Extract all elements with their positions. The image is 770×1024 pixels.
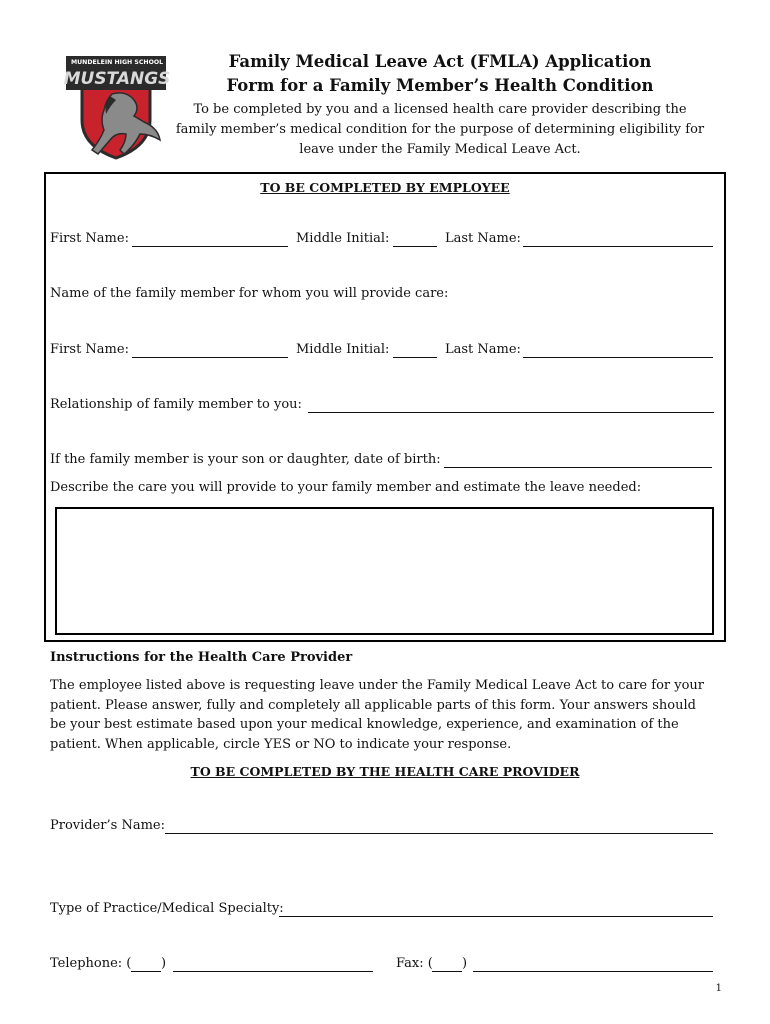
- relationship-field[interactable]: [308, 412, 714, 413]
- fm-middle-initial-label: Middle Initial:: [296, 342, 390, 357]
- care-description-label: Describe the care you will provide to your family member and estimate the leave needed:: [50, 480, 642, 495]
- family-member-prompt: Name of the family member for whom you will provide care:: [50, 286, 449, 301]
- first-name-label: First Name:: [50, 231, 129, 246]
- provider-name-field[interactable]: [165, 833, 713, 834]
- first-name-field[interactable]: [132, 246, 288, 247]
- fax-area-code-field[interactable]: [432, 971, 462, 972]
- telephone-area-code-field[interactable]: [131, 971, 161, 972]
- dob-field[interactable]: [444, 467, 712, 468]
- last-name-field[interactable]: [523, 246, 713, 247]
- middle-initial-label: Middle Initial:: [296, 231, 390, 246]
- last-name-label: Last Name:: [445, 231, 521, 246]
- employee-section-heading: TO BE COMPLETED BY EMPLOYEE: [260, 180, 510, 195]
- fm-first-name-label: First Name:: [50, 342, 129, 357]
- dob-label: If the family member is your son or daughter, date of birth:: [50, 452, 441, 467]
- form-subtitle: To be completed by you and a licensed health care provider describing the family member’s medical condition for the purpose of determining eligibility for leave under the Family Medical Leave Act.: [175, 102, 705, 157]
- logo-text-main: MUSTANGS: [64, 69, 170, 89]
- fax-paren-close: ): [462, 956, 468, 971]
- provider-section-heading: TO BE COMPLETED BY THE HEALTH CARE PROVIDER: [190, 764, 580, 779]
- logo-text-top: MUNDELEIN HIGH SCHOOL: [70, 59, 164, 66]
- instructions-body: The employee listed above is requesting leave under the Family Medical Leave Act to care for your patient. Please answer, fully and completely all applicable parts of this form. Your answers should be your best estimate based upon your medical knowledge, experience, and examination of the patient. When applicable, circle YES or NO to indicate your response.: [50, 678, 705, 752]
- practice-label: Type of Practice/Medical Specialty:: [50, 901, 284, 916]
- care-description-box[interactable]: [55, 507, 714, 635]
- fm-last-name-field[interactable]: [523, 357, 713, 358]
- telephone-label: Telephone: (: [50, 956, 132, 971]
- provider-name-label: Provider’s Name:: [50, 818, 165, 833]
- middle-initial-field[interactable]: [393, 246, 437, 247]
- form-title-line1: Family Medical Leave Act (FMLA) Application: [228, 52, 652, 71]
- practice-field[interactable]: [279, 916, 713, 917]
- fm-first-name-field[interactable]: [132, 357, 288, 358]
- fax-label: Fax: (: [396, 956, 433, 971]
- fm-last-name-label: Last Name:: [445, 342, 521, 357]
- instructions-heading: Instructions for the Health Care Provider: [50, 650, 353, 665]
- fm-middle-initial-field[interactable]: [393, 357, 437, 358]
- telephone-paren-close: ): [161, 956, 167, 971]
- relationship-label: Relationship of family member to you:: [50, 397, 302, 412]
- page-number: 1: [715, 983, 722, 994]
- form-title-line2: Form for a Family Member’s Health Condition: [226, 76, 654, 95]
- school-logo: [64, 50, 170, 164]
- telephone-number-field[interactable]: [173, 971, 373, 972]
- fax-number-field[interactable]: [473, 971, 713, 972]
